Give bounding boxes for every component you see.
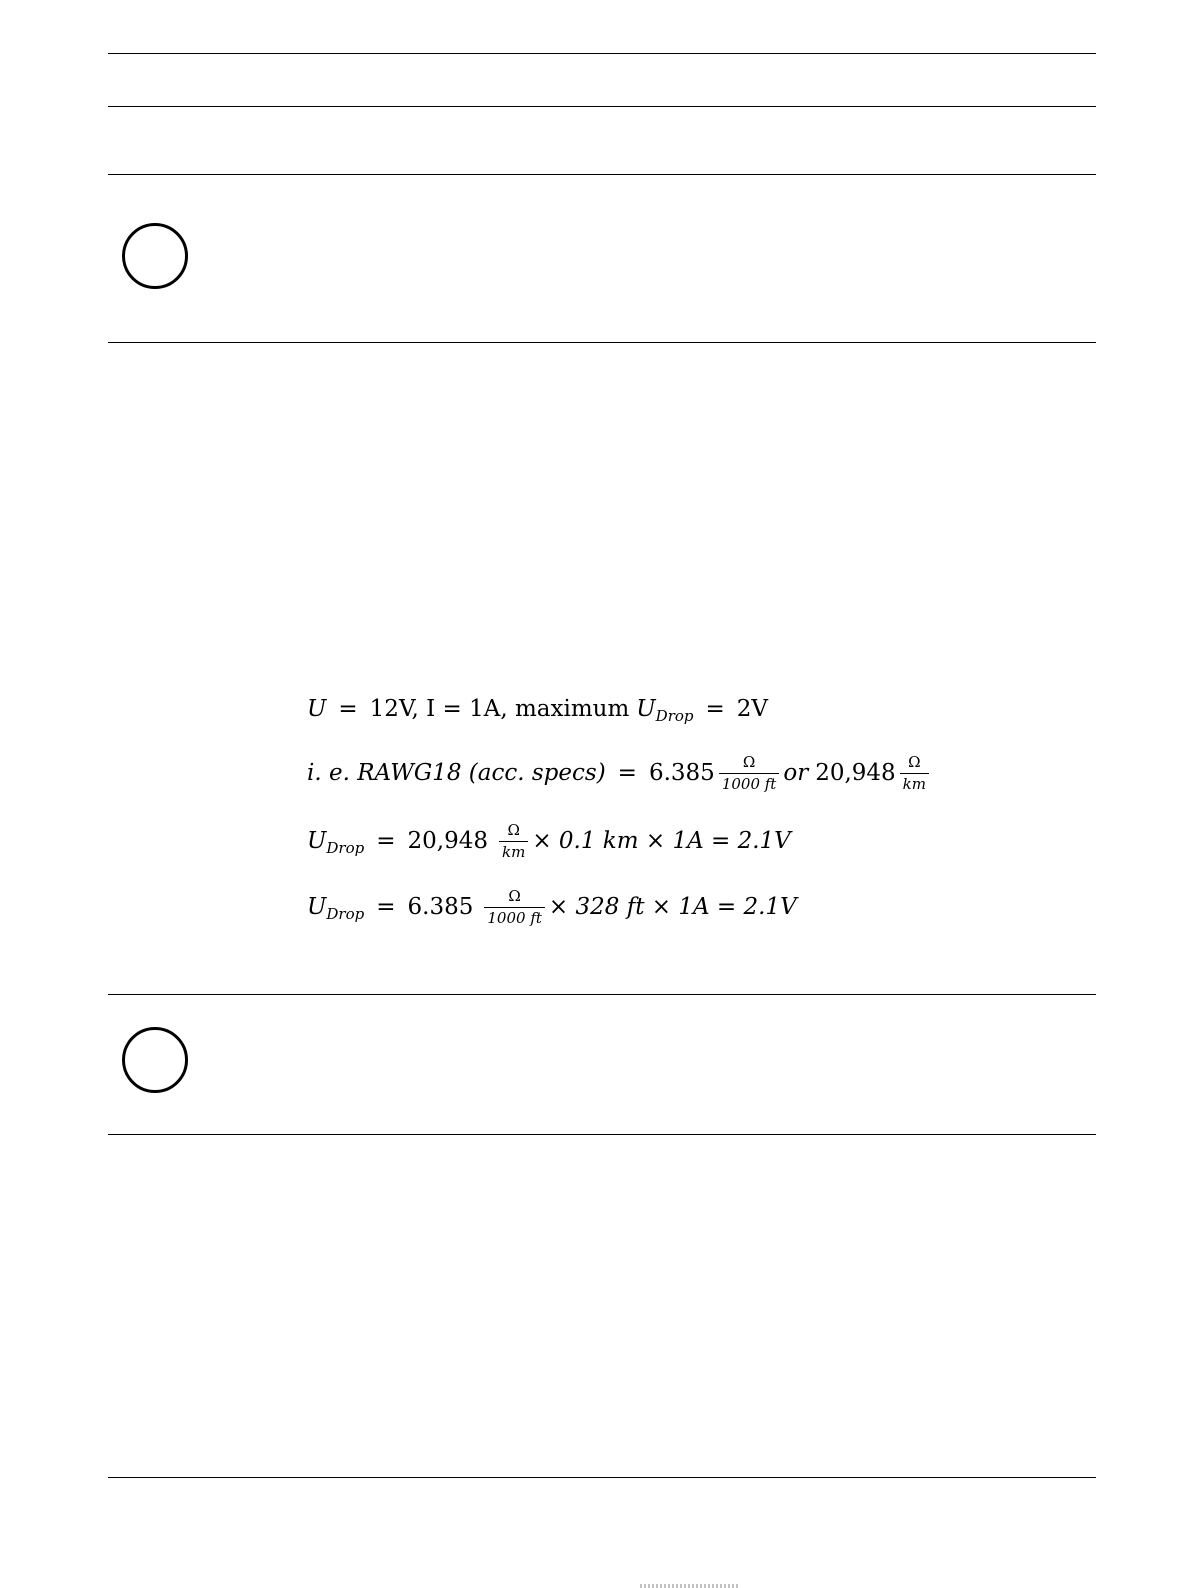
or-word: or: [783, 760, 809, 787]
fraction-ohm-per-km: [900, 754, 929, 794]
fraction-denominator: km: [902, 775, 926, 794]
fraction-numerator: Ω: [508, 887, 521, 905]
fraction-ohm-per-1000ft: [484, 888, 545, 928]
formula-line-3: [307, 822, 791, 862]
udrop-symbol: U: [636, 696, 656, 722]
fraction-denominator: 1000 ft: [487, 909, 542, 928]
header-rule-bottom: [108, 106, 1096, 107]
resistance-value-km: 20,948: [815, 760, 896, 787]
formula-line-4: [307, 888, 797, 928]
u-symbol: U: [307, 828, 327, 855]
resistance-value-ft: 6.385: [648, 760, 715, 787]
formula-line-1: [307, 696, 769, 725]
formula-line-2: [307, 754, 933, 794]
equals-sign: =: [705, 696, 725, 722]
fraction-denominator: km: [502, 843, 526, 862]
fraction-numerator: Ω: [507, 821, 520, 839]
fraction-numerator: Ω: [908, 753, 921, 771]
notice-2-circle-icon: [122, 1027, 188, 1093]
equals-sign: =: [376, 894, 396, 921]
notice-1-circle-icon: [122, 223, 188, 289]
fraction-ohm-per-1000ft: [719, 754, 780, 794]
fraction-numerator: Ω: [742, 753, 756, 771]
notice-1-rule-bottom: [108, 342, 1096, 343]
udrop-subscript: Drop: [655, 707, 694, 725]
u-symbol: U: [307, 894, 327, 921]
udrop-subscript: Drop: [326, 905, 365, 924]
udrop-value: 2V: [736, 696, 769, 722]
resistance-value: 6.385: [407, 894, 474, 921]
u-value: 12V, I = 1A, maximum: [369, 696, 630, 722]
notice-2-rule-bottom: [108, 1134, 1096, 1135]
notice-2-rule-top: [108, 994, 1096, 995]
calculation-rest: × 328 ft × 1A = 2.1V: [548, 894, 797, 921]
udrop-subscript: Drop: [326, 839, 365, 858]
equals-sign: =: [376, 828, 396, 855]
rawg-prefix: i. e. RAWG18 (acc. specs): [307, 760, 606, 787]
u-symbol: U: [307, 696, 327, 722]
footer-rule: [108, 1477, 1096, 1478]
calculation-rest: × 0.1 km × 1A = 2.1V: [532, 828, 791, 855]
page-bottom-mark: [640, 1584, 738, 1588]
header-rule-top: [108, 53, 1096, 54]
fraction-denominator: 1000 ft: [721, 775, 777, 794]
notice-1-rule-top: [108, 174, 1096, 175]
equals-sign: =: [617, 760, 637, 787]
fraction-ohm-per-km: [499, 822, 528, 862]
equals-sign: =: [338, 696, 358, 722]
resistance-value: 20,948: [407, 828, 488, 855]
